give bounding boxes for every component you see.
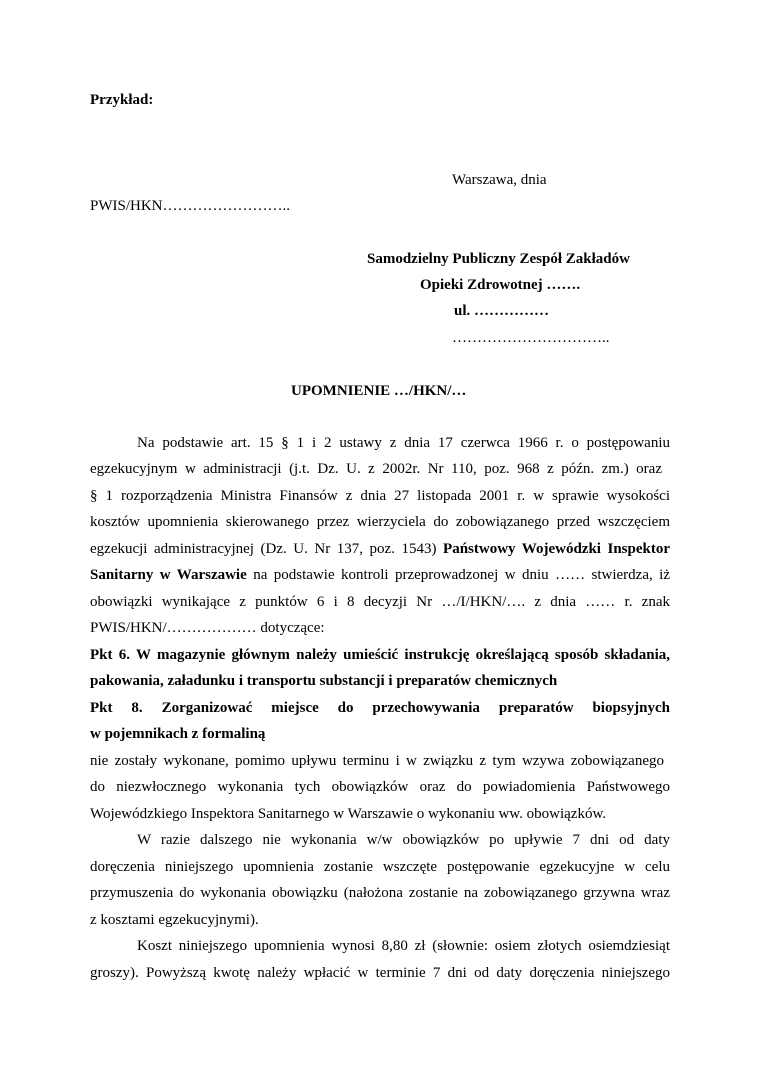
p1-line-6-text: na podstawie kontroli przeprowadzonej w dniu …… stwierdza, iż xyxy=(253,567,670,583)
pkt6-line-1: Pkt 6. W magazynie głównym należy umieścić instrukcję określającą sposób składania, xyxy=(90,647,670,663)
p4-line-2: groszy). Powyższą kwotę należy wpłacić w terminie 7 dni od daty doręczenia niniejszego xyxy=(90,965,670,981)
addressee-line-1: Samodzielny Publiczny Zespół Zakładów xyxy=(367,251,630,267)
p3-line-4: z kosztami egzekucyjnymi). xyxy=(90,912,259,928)
inspector-name-part-1: Państwowy Wojewódzki Inspektor xyxy=(443,541,671,557)
p1-line-7: obowiązki wynikające z punktów 6 i 8 decyzji Nr …/I/HKN/…. z dnia …… r. znak xyxy=(90,594,670,610)
addressee-line-4: ………………………….. xyxy=(452,330,610,346)
p1-line-5 xyxy=(90,539,670,559)
addressee-line-3: ul. …………… xyxy=(454,303,550,319)
p1-line-6 xyxy=(90,565,670,585)
p4-line-1: Koszt niniejszego upomnienia wynosi 8,80 zł (słownie: osiem złotych osiemdziesiąt xyxy=(137,938,670,954)
p2-line-1: nie zostały wykonane, pomimo upływu terminu i w związku z tym wzywa zobowiązanego xyxy=(90,753,664,769)
document-title: UPOMNIENIE …/HKN/… xyxy=(291,383,467,399)
p1-line-3: § 1 rozporządzenia Ministra Finansów z dnia 27 listopada 2001 r. w sprawie wysokości xyxy=(90,488,670,504)
p1-line-8: PWIS/HKN/……………… dotyczące: xyxy=(90,620,325,636)
p2-line-2: do niezwłocznego wykonania tych obowiązków oraz do powiadomienia Państwowego xyxy=(90,779,670,795)
pkt6-line-2: pakowania, załadunku i transportu substancji i preparatów chemicznych xyxy=(90,673,558,689)
p1-line-2: egzekucyjnym w administracji (j.t. Dz. U. z 2002r. Nr 110, poz. 968 z późn. zm.) oraz xyxy=(90,461,662,477)
p3-line-1: W razie dalszego nie wykonania w/w obowiązków po upływie 7 dni od daty xyxy=(137,832,670,848)
p3-line-2: doręczenia niniejszego upomnienia zostanie wszczęte postępowanie egzekucyjne w celu xyxy=(90,859,670,875)
p3-line-3: przymuszenia do wykonania obowiązku (nałożona zostanie na zobowiązanego grzywna wraz xyxy=(90,885,670,901)
p1-line-5-text: egzekucji administracyjnej (Dz. U. Nr 137, poz. 1543) xyxy=(90,541,437,557)
addressee-line-2: Opieki Zdrowotnej ……. xyxy=(420,277,581,293)
example-label: Przykład: xyxy=(90,92,154,108)
pkt8-line-1: Pkt 8. Zorganizować miejsce do przechowywania preparatów biopsyjnych xyxy=(90,700,670,716)
p2-line-3: Wojewódzkiego Inspektora Sanitarnego w Warszawie o wykonaniu ww. obowiązków. xyxy=(90,806,607,822)
place-date: Warszawa, dnia xyxy=(452,172,547,188)
reference-number: PWIS/HKN…………………….. xyxy=(90,198,291,214)
p1-line-1: Na podstawie art. 15 § 1 i 2 ustawy z dnia 17 czerwca 1966 r. o postępowaniu xyxy=(137,435,670,451)
inspector-name-part-2: Sanitarny w Warszawie xyxy=(90,567,247,583)
p1-line-4: kosztów upomnienia skierowanego przez wierzyciela do zobowiązanego przed wszczęciem xyxy=(90,514,670,530)
pkt8-line-2: w pojemnikach z formaliną xyxy=(90,726,266,742)
